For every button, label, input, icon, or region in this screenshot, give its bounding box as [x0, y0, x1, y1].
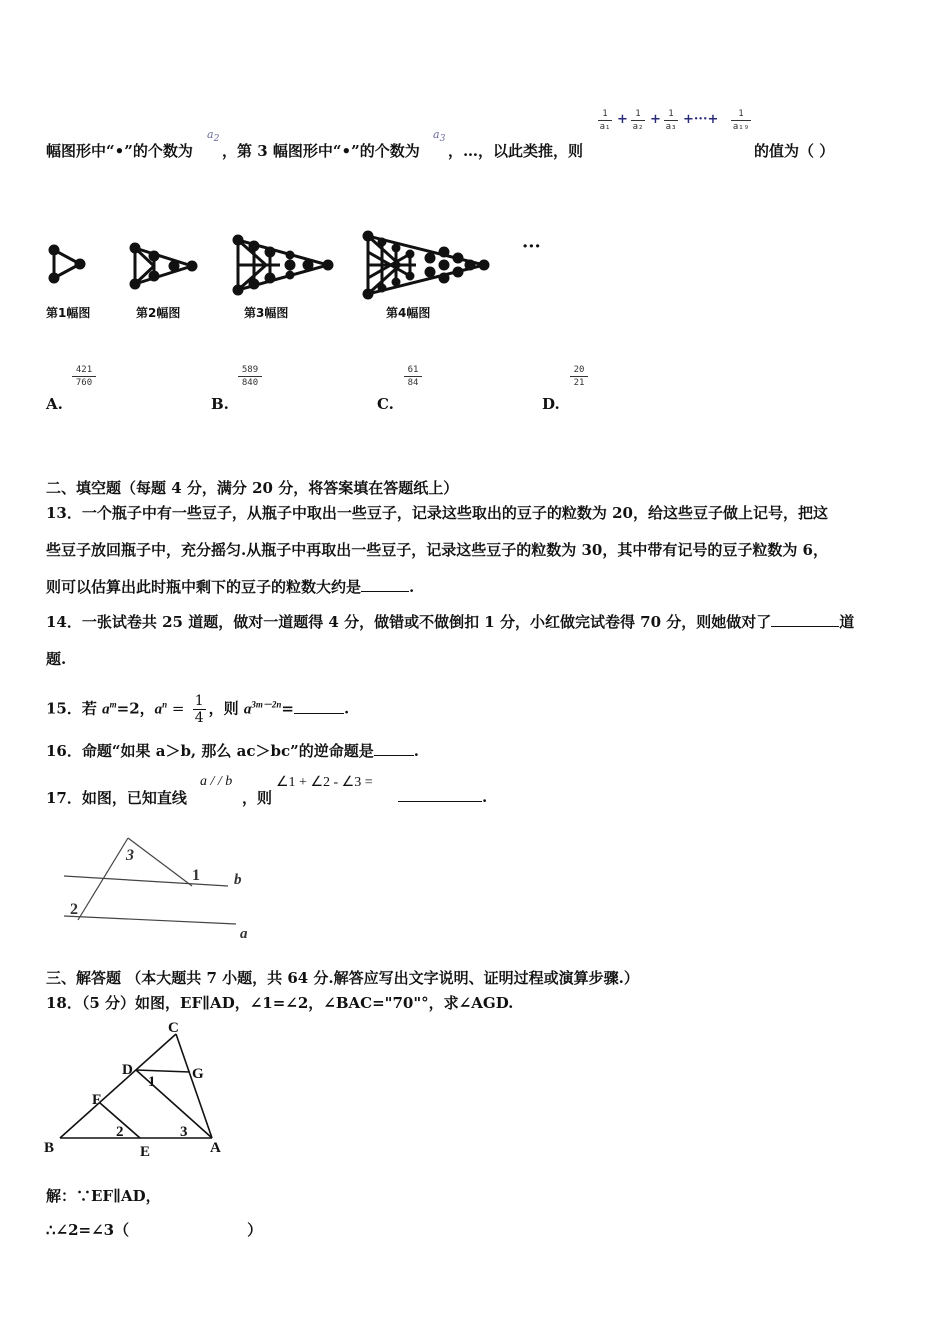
sum-term-3-num: 1	[668, 109, 674, 119]
q14-answer-blank[interactable]	[771, 612, 839, 627]
option-c-den: 84	[404, 376, 422, 389]
sum-term-1-den: a₁	[599, 122, 611, 132]
figure-more: ···	[522, 236, 541, 257]
vertex-g: G	[192, 1066, 204, 1082]
figure-2	[131, 244, 196, 288]
option-d-label: D.	[542, 395, 560, 413]
sum-term-19-den: a₁₉	[732, 122, 750, 132]
option-b-num: 589	[241, 365, 259, 375]
segment-dg	[136, 1070, 190, 1072]
vertex-f: F	[92, 1092, 102, 1108]
q15-frac-den: 4	[194, 710, 204, 726]
q12-intro-text: 幅图形中“•”的个数为	[46, 142, 193, 160]
q14-line1-end: 道	[839, 613, 855, 631]
angle-2: 2	[116, 1124, 124, 1140]
q15-then: ，则	[208, 699, 244, 718]
q13-line3-end: .	[409, 578, 415, 596]
label-b: b	[234, 872, 242, 888]
a3-symbol	[433, 128, 445, 144]
a2-symbol	[207, 128, 219, 144]
q18-figure	[40, 1018, 240, 1163]
q17-expr: ∠1 + ∠2 - ∠3 =	[276, 775, 373, 790]
angle-1: 1	[148, 1074, 156, 1090]
q14-line1	[46, 611, 854, 632]
figure-4	[364, 232, 488, 298]
q16-answer-blank[interactable]	[374, 741, 414, 756]
sum-term-3	[664, 108, 678, 133]
option-d-den: 21	[570, 376, 588, 389]
q13-line3-text: 则可以估算出此时瓶中剩下的豆子的粒数大约是	[46, 578, 362, 596]
label-3: 3	[126, 847, 134, 864]
q18-sol2-text: ∴∠2=∠3（	[46, 1221, 130, 1239]
transversal-right	[128, 838, 192, 886]
option-a-den: 760	[72, 376, 96, 389]
vertex-e: E	[140, 1144, 151, 1160]
option-a-num: 421	[75, 365, 93, 375]
q15-eq3: =	[281, 699, 294, 718]
q17-mid: ，则	[242, 789, 273, 807]
q15-a1: a	[102, 701, 110, 718]
q17-figure	[56, 830, 266, 945]
q15-end: .	[343, 699, 350, 718]
q16-line	[46, 740, 419, 761]
q15-n: n	[162, 699, 168, 710]
label-1: 1	[192, 867, 200, 884]
plus-2: +	[650, 112, 661, 127]
a2-subscript: 2	[213, 133, 220, 145]
q17-cond: a / / b	[200, 774, 233, 789]
caption-3: 第3幅图	[244, 306, 289, 320]
option-b-label: B.	[211, 395, 229, 413]
q15-a3: a	[243, 701, 252, 718]
q15-exp: 3m－2n	[251, 699, 282, 710]
sum-term-1-num: 1	[602, 109, 608, 119]
q12-intro	[46, 140, 193, 161]
option-b-den: 840	[238, 376, 262, 389]
sum-term-19-num: 1	[738, 109, 744, 119]
sum-term-19	[731, 108, 751, 133]
option-c-fraction	[404, 364, 422, 389]
line-a	[64, 916, 236, 924]
option-b-fraction	[238, 364, 262, 389]
label-2: 2	[70, 901, 78, 918]
vertex-a: A	[210, 1140, 221, 1156]
sum-term-3-den: a₃	[665, 122, 677, 132]
option-c-label: C.	[377, 395, 394, 413]
a3-subscript: 3	[439, 133, 446, 145]
section2-heading: 二、填空题（每题 4 分，满分 20 分，将答案填在答题纸上）	[46, 479, 459, 497]
vertex-c: C	[168, 1020, 179, 1036]
a3-letter: a	[433, 128, 440, 141]
q17-answer-blank[interactable]	[398, 787, 482, 802]
caption-1: 第1幅图	[46, 306, 91, 320]
q17-end: .	[482, 788, 488, 806]
q15-eq1: =2，	[116, 699, 155, 718]
q15-line	[46, 693, 349, 726]
q16-text: 16．命题“如果 a＞b, 那么 ac＞bc”的逆命题是	[46, 742, 374, 760]
sum-term-2-den: a₂	[632, 122, 644, 132]
q17-answer-line	[398, 787, 487, 806]
section3-heading: 三、解答题 （本大题共 7 小题，共 64 分.解答应写出文字说明、证明过程或演算步骤.）	[46, 969, 639, 987]
q18-sol2-end: ）	[247, 1221, 263, 1239]
figure-1	[50, 246, 84, 282]
q18-stem: 18．（5 分）如图，EF∥AD，∠1=∠2，∠BAC="70"°，求∠AGD.	[46, 994, 514, 1012]
label-a: a	[240, 926, 248, 942]
q15-fraction	[193, 693, 206, 726]
option-a-fraction	[72, 364, 96, 389]
option-a-label: A.	[46, 395, 63, 413]
q14-line2: 题.	[46, 650, 67, 668]
ellipsis-plus: +···+	[683, 112, 719, 127]
q12-mid: ，第 3 幅图形中“•”的个数为	[222, 142, 420, 160]
q13-line3	[46, 576, 414, 597]
sum-term-2	[631, 108, 645, 133]
q15-answer-blank[interactable]	[294, 699, 344, 714]
vertex-d: D	[122, 1062, 133, 1078]
figure-3	[234, 236, 332, 294]
option-c-num: 61	[407, 365, 419, 375]
option-d-num: 20	[573, 365, 585, 375]
sum-term-2-num: 1	[635, 109, 641, 119]
q15-eq2: =	[167, 699, 185, 718]
q18-solution-line2	[46, 1219, 262, 1240]
q18-solution-line1: 解：∵EF∥AD，	[46, 1187, 161, 1205]
plus-1: +	[617, 112, 628, 127]
q12-ask: 的值为（ ）	[754, 142, 835, 160]
q13-line1: 13．一个瓶子中有一些豆子，从瓶子中取出一些豆子，记录这些取出的豆子的粒数为 20，给这些豆子做上记号，把这	[46, 504, 828, 522]
dot-triangle-figures	[40, 228, 560, 328]
q15-frac-num: 1	[194, 693, 204, 709]
side-bc	[60, 1034, 176, 1138]
vertex-b: B	[44, 1140, 55, 1156]
angle-3: 3	[180, 1124, 188, 1140]
q13-line2: 些豆子放回瓶子中，充分摇匀.从瓶子中再取出一些豆子，记录这些豆子的粒数为 30，其中带有记号的豆子粒数为 6，	[46, 541, 828, 559]
q15-prefix: 15．若	[46, 699, 103, 718]
q13-answer-blank[interactable]	[361, 577, 409, 592]
caption-2: 第2幅图	[136, 306, 181, 320]
sum-term-1	[598, 108, 612, 133]
q17-prefix: 17．如图，已知直线	[46, 789, 187, 807]
line-b	[64, 876, 228, 886]
q15-m: m	[109, 699, 117, 710]
q12-tail: ，…，以此类推，则	[448, 142, 584, 160]
option-d-fraction	[570, 364, 588, 389]
a2-letter: a	[207, 128, 214, 141]
q16-end: .	[413, 742, 419, 760]
caption-4: 第4幅图	[386, 306, 431, 320]
q14-line1-text: 14．一张试卷共 25 道题，做对一道题得 4 分，做错或不做倒扣 1 分，小红做完试卷得 70 分，则她做对了	[46, 613, 772, 631]
q15-a2: a	[154, 701, 163, 718]
